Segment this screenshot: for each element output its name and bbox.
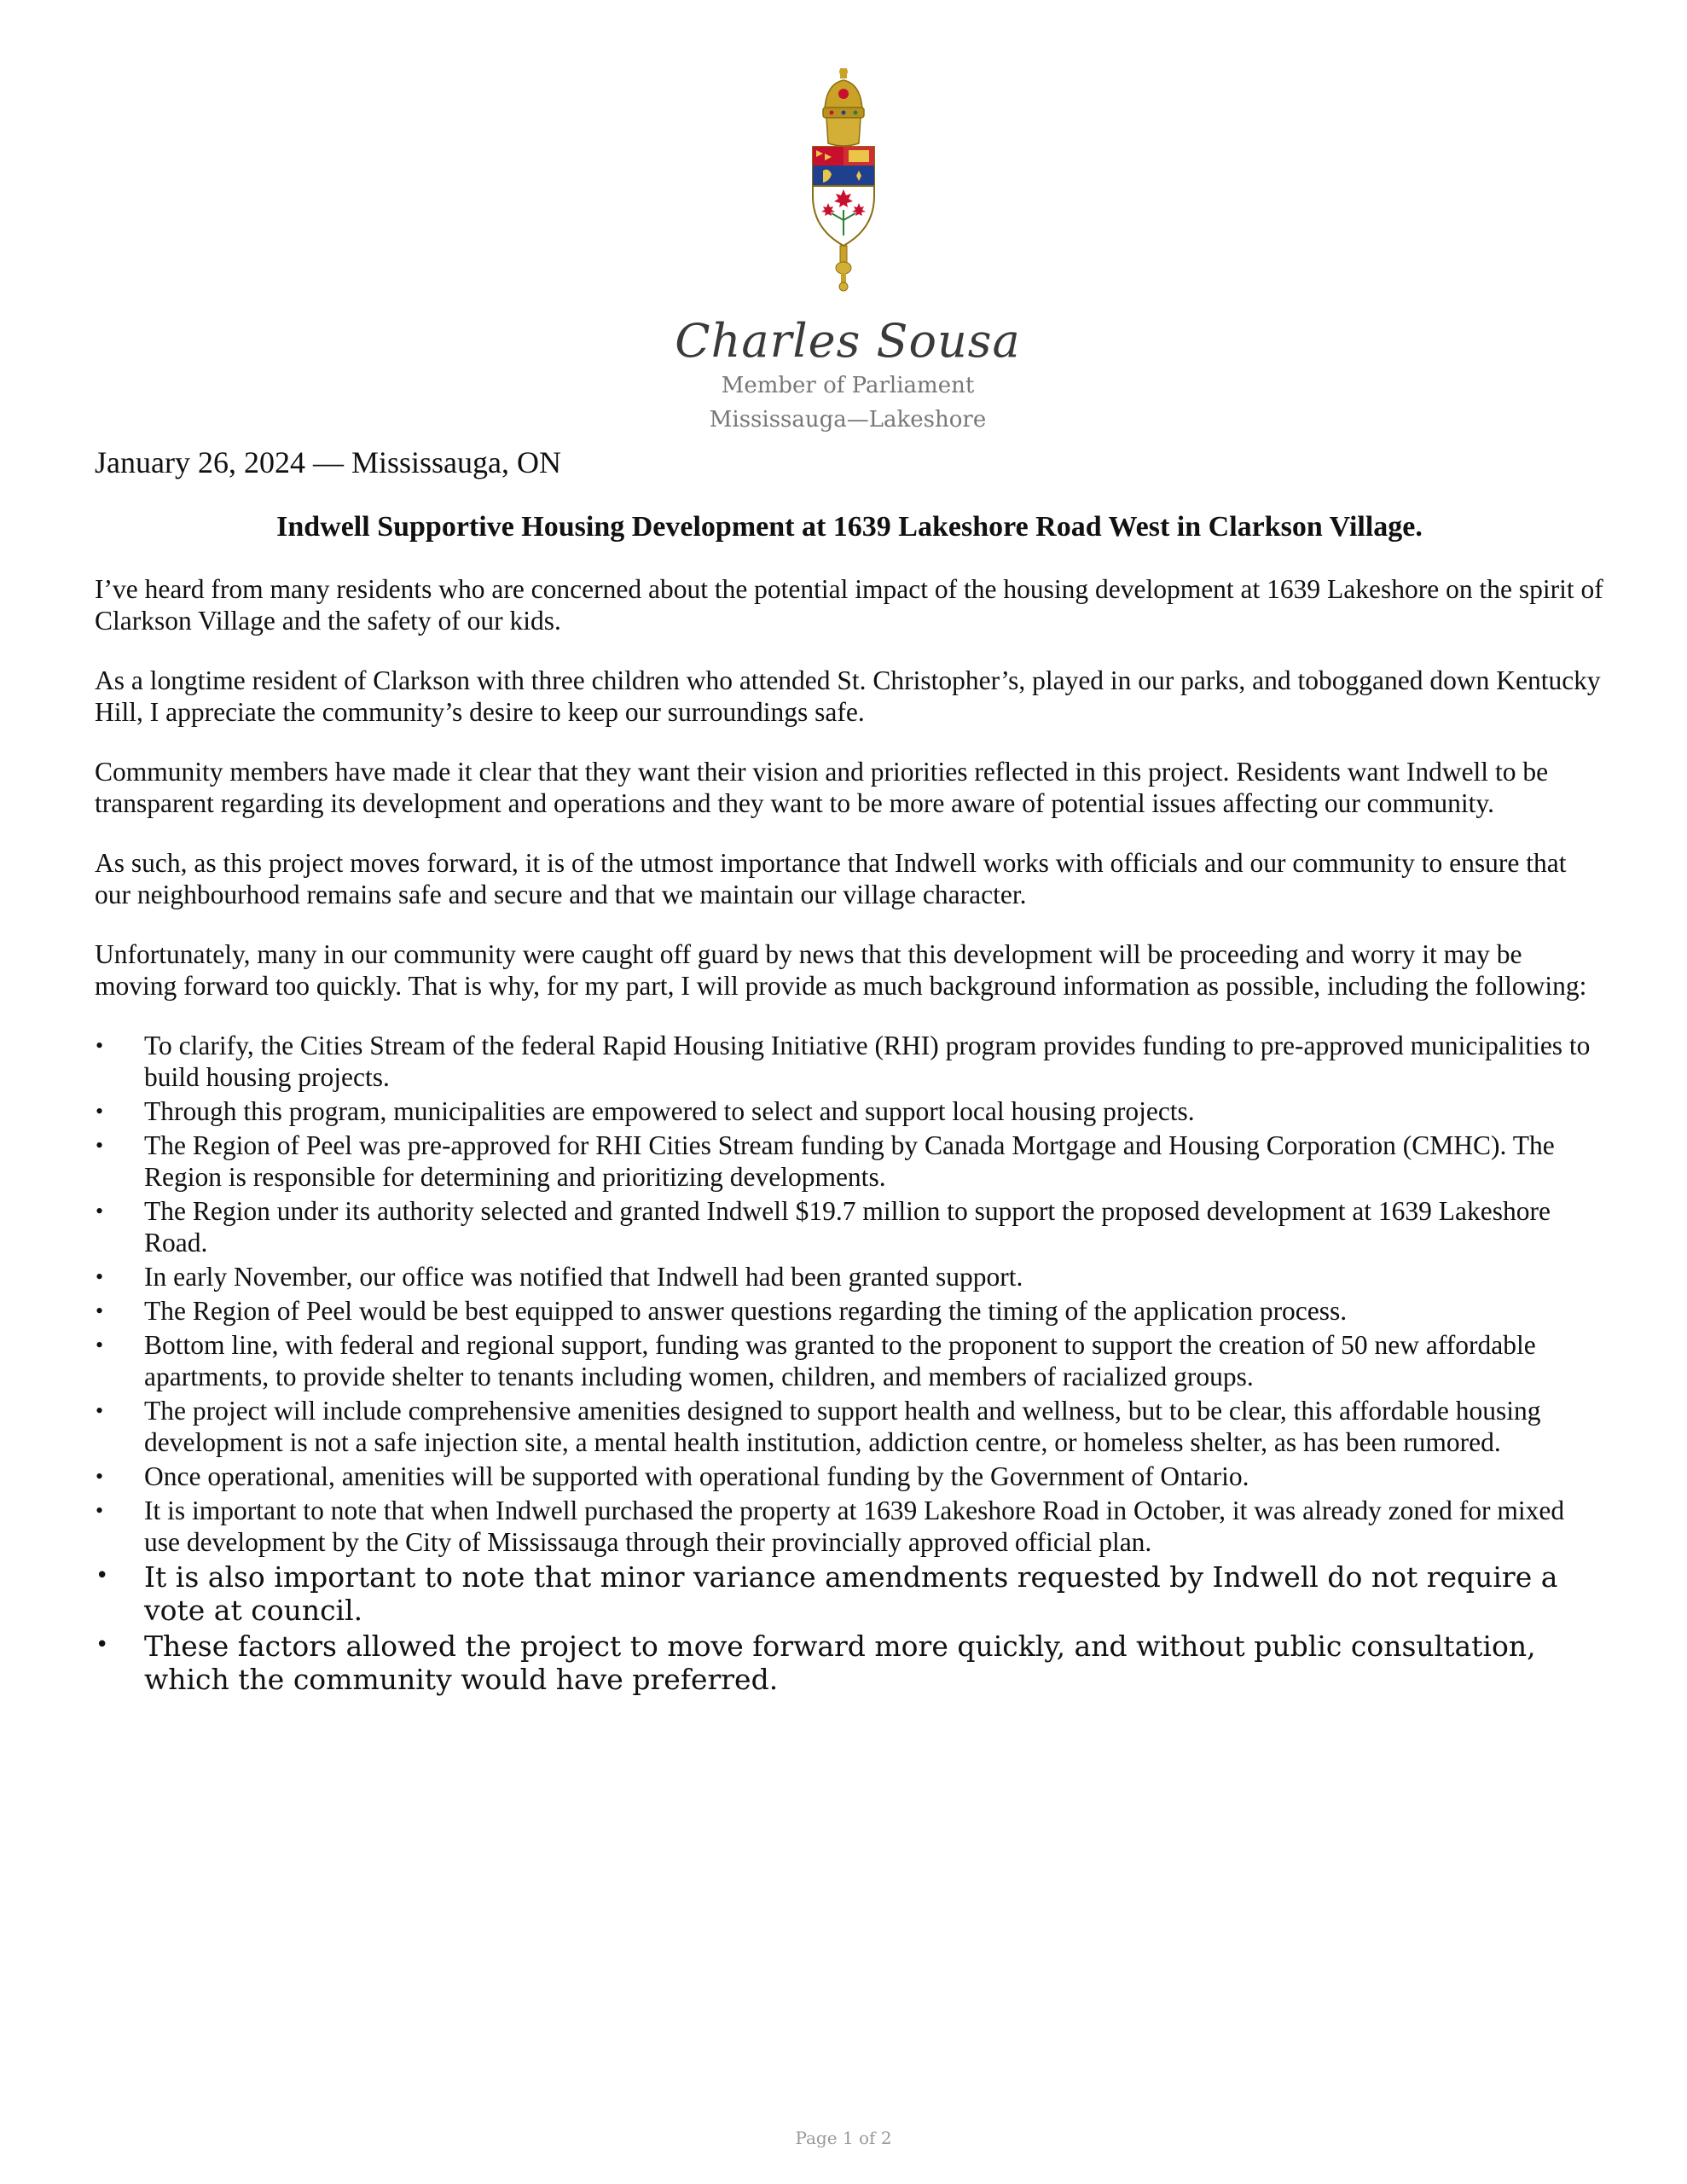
list-item (95, 1495, 1604, 1558)
letter-body (95, 444, 1604, 1699)
list-item-text: The project will include comprehensive amenities designed to support health and wellness, but to be clear, this affordable housing development is not a safe injection site, a mental health institution, addiction centre, or homeless shelter, as has been rumored. (144, 1396, 1541, 1457)
bullet-marker: • (96, 1563, 109, 1589)
letterhead (0, 68, 1687, 437)
mp-title: Member of Parliament (721, 373, 975, 398)
dateline: January 26, 2024 — Mississauga, ON (95, 445, 561, 479)
paragraph: As a longtime resident of Clarkson with three children who attended St. Christopher’s, played in our parks, and tobogganed down Kentucky Hill, I appreciate the community’s desire to keep our surroundings safe. (95, 665, 1601, 727)
list-item (95, 1395, 1604, 1458)
list-item-text: To clarify, the Cities Stream of the federal Rapid Housing Initiative (RHI) program provides funding to pre-approved municipalities to build housing projects. (144, 1031, 1591, 1092)
bullet-marker: • (96, 1632, 109, 1658)
list-item (95, 1030, 1604, 1093)
list-item (95, 1329, 1604, 1392)
list-item-text: These factors allowed the project to move forward more quickly, and without public consultation, which the community would have preferred. (144, 1629, 1536, 1696)
bullet-marker: • (96, 1298, 104, 1323)
paragraph: I’ve heard from many residents who are concerned about the potential impact of the housing development at 1639 Lakeshore on the spirit of Clarkson Village and the safety of our kids. (95, 574, 1603, 636)
list-item-text: Once operational, amenities will be supported with operational funding by the Government of Ontario. (144, 1461, 1249, 1491)
list-item-text: Bottom line, with federal and regional support, funding was granted to the proponent to support the creation of 50 new affordable apartments, to provide shelter to tenants including women, children, and members of racialized groups. (144, 1330, 1536, 1391)
headline: Indwell Supportive Housing Development at 1639 Lakeshore Road West in Clarkson Village. (276, 511, 1423, 543)
list-item-text: In early November, our office was notified that Indwell had been granted support. (144, 1262, 1023, 1292)
list-item-text: The Region under its authority selected and granted Indwell $19.7 million to support the proposed development at 1639 Lakeshore Road. (144, 1196, 1551, 1258)
list-item-text: Through this program, municipalities are empowered to select and support local housing projects. (144, 1096, 1195, 1126)
paragraph: Unfortunately, many in our community were caught off guard by news that this development will be proceeding and worry it may be moving forward too quickly. That is why, for my part, I will provide as much background information as possible, including the following: (95, 939, 1587, 1001)
bullet-marker: • (96, 1033, 104, 1058)
bullet-marker: • (96, 1199, 104, 1223)
page-number: Page 1 of 2 (795, 2128, 892, 2148)
paragraph: As such, as this project moves forward, it is of the utmost importance that Indwell works with officials and our community to ensure that our neighbourhood remains safe and secure and that we maintain our village character. (95, 848, 1567, 909)
list-item-text: It is also important to note that minor variance amendments requested by Indwell do not require a vote at council. (144, 1560, 1558, 1627)
mp-signature-name: Charles Sousa (675, 314, 1021, 368)
list-item (95, 1461, 1604, 1492)
list-item (95, 1629, 1604, 1696)
list-item (95, 1295, 1604, 1327)
bullet-marker: • (96, 1264, 104, 1289)
list-item (95, 1560, 1604, 1627)
list-item-text: It is important to note that when Indwell purchased the property at 1639 Lakeshore Road in October, it was already zoned for mixed use development by the City of Mississauga through their provincially approved official plan. (144, 1496, 1565, 1557)
bullet-marker: • (96, 1398, 104, 1423)
list-item-text: The Region of Peel was pre-approved for RHI Cities Stream funding by Canada Mortgage and Housing Corporation (CMHC). The Region is responsible for determining and prioritizing developments. (144, 1130, 1555, 1192)
bullet-marker: • (96, 1099, 104, 1124)
bullet-marker: • (96, 1333, 104, 1357)
list-item (95, 1195, 1604, 1258)
list-item-text: The Region of Peel would be best equipped to answer questions regarding the timing of the application process. (144, 1296, 1348, 1326)
list-item (95, 1130, 1604, 1193)
parliament-crest-icon (801, 68, 886, 292)
paragraph: Community members have made it clear that they want their vision and priorities reflected in this project. Residents want Indwell to be transparent regarding its development and operations and they want to be more aware of potential issues affecting our community. (95, 757, 1549, 818)
bullet-marker: • (96, 1498, 104, 1523)
bullet-marker: • (96, 1464, 104, 1489)
bullet-list (95, 1030, 1604, 1696)
bullet-marker: • (96, 1133, 104, 1158)
list-item (95, 1261, 1604, 1292)
mp-riding: Mississauga—Lakeshore (709, 407, 987, 433)
list-item (95, 1095, 1604, 1127)
